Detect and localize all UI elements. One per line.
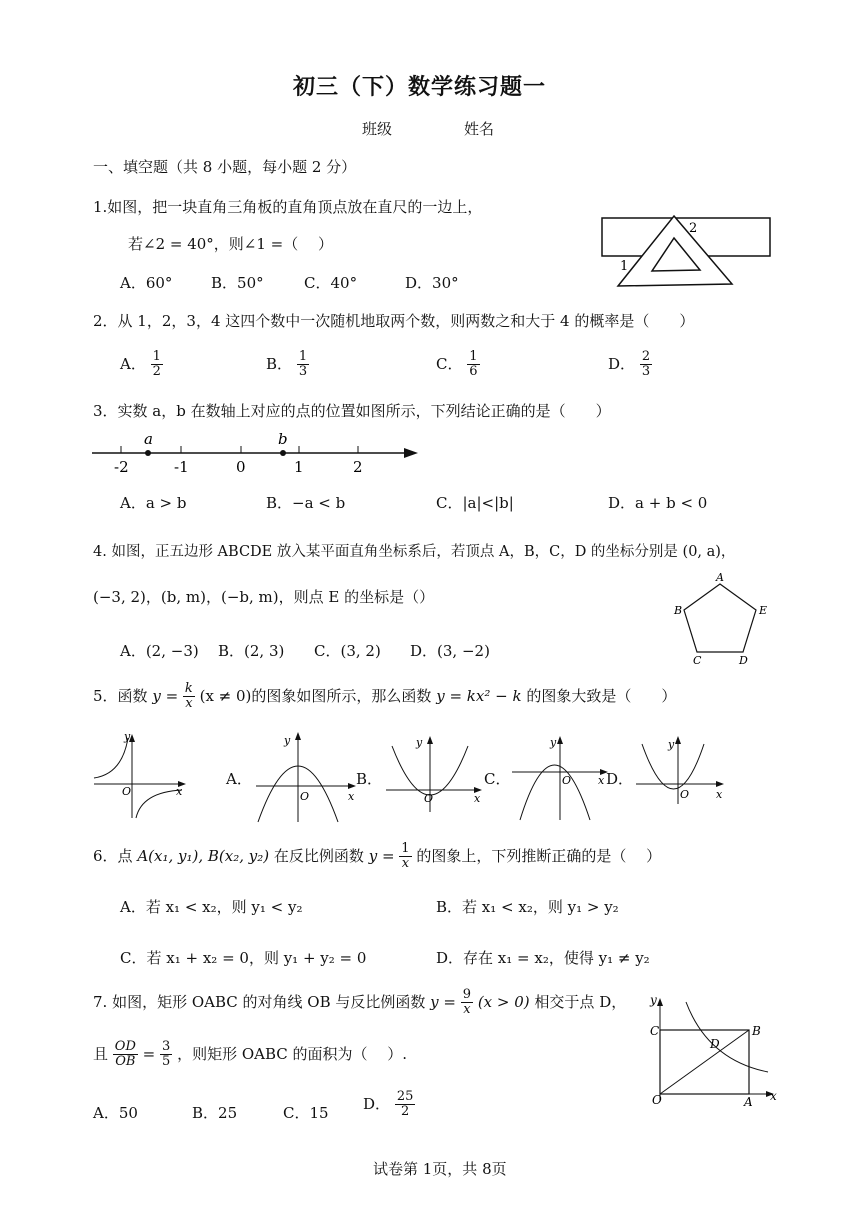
q5-func-fraction: $\frac{k}{x}$ xyxy=(184,681,193,712)
q2-option-c-fraction: $\frac{1}{6}$ xyxy=(469,349,478,380)
q5-option-a-o: O xyxy=(300,790,310,803)
q6-func-y: y = xyxy=(368,846,395,865)
q7-option-d-letter: D． xyxy=(363,1094,391,1113)
q5-option-d-graph xyxy=(634,734,730,814)
q5-option-d-x: x xyxy=(716,788,723,801)
q6-option-b: B．若 x₁ < x₂，则 y₁ > y₂ xyxy=(436,898,619,916)
q2-stem: 2．从 1，2，3，4 这四个数中一次随机地取两个数，则两数之和大于 4 的概率是（ ） xyxy=(93,312,695,330)
q7-option-d xyxy=(363,1090,415,1120)
q7-label-o: O xyxy=(652,1093,662,1107)
q5-option-c-x: x xyxy=(598,774,605,787)
q5-option-a-letter: A． xyxy=(226,770,252,788)
q3-tick-2: 2 xyxy=(353,458,363,476)
q5-option-b-o: O xyxy=(424,792,434,805)
q3-tick-1: 1 xyxy=(294,458,304,476)
q4-option-b: B．(2, 3) xyxy=(218,642,285,660)
q5-option-b-graph xyxy=(384,734,488,814)
q5-option-b-y: y xyxy=(416,736,423,749)
q5-option-d-o: O xyxy=(680,788,690,801)
q5-option-c-y: y xyxy=(550,736,557,749)
q5-option-a-graph xyxy=(254,730,358,826)
q2-option-d xyxy=(608,350,652,380)
q7-label-x: x xyxy=(770,1089,777,1103)
q1-stem-2: 若∠2 = 40°，则∠1 =（ ） xyxy=(128,235,334,253)
q2-option-b-letter: B． xyxy=(266,354,293,373)
q5-given-graph xyxy=(92,732,192,822)
q1-stem: 1.如图，把一块直角三角板的直角顶点放在直尺的一边上， xyxy=(93,198,483,216)
q4-option-d: D．(3, −2) xyxy=(410,642,490,660)
q5-option-c-graph xyxy=(510,734,614,822)
q7-ratio-eq: = xyxy=(142,1044,156,1063)
q5-stem-mid: (x ≠ 0)的图象如图所示，那么函数 xyxy=(199,686,432,705)
q2-option-a-letter: A． xyxy=(120,354,146,373)
section-heading: 一、填空题（共 8 小题，每小题 2 分） xyxy=(93,158,357,176)
class-label: 班级 xyxy=(362,120,393,138)
q1-option-b: B．50° xyxy=(211,274,264,292)
q7-label-b: B xyxy=(752,1024,761,1038)
q5-stem xyxy=(93,682,676,712)
q7-stem xyxy=(93,988,626,1018)
q7-stem-post: 相交于点 D， xyxy=(534,992,627,1011)
q6-stem xyxy=(93,842,661,872)
q5-stem-post: 的图象大致是（ ） xyxy=(526,686,677,705)
q3-number-line xyxy=(90,428,430,476)
q3-option-d: D．a + b < 0 xyxy=(608,494,708,512)
q6-option-c: C．若 x₁ + x₂ = 0，则 y₁ + y₂ = 0 xyxy=(120,949,367,967)
q6-func-fraction: $\frac{1}{x}$ xyxy=(401,841,410,872)
q7-line2-post: ，则矩形 OABC 的面积为（ ）. xyxy=(177,1044,408,1063)
q3-tick-0: 0 xyxy=(236,458,246,476)
q1-angle-1-label: 1 xyxy=(620,259,629,274)
q7-line2-pre: 且 xyxy=(93,1044,109,1063)
q7-func-y: y = xyxy=(430,992,456,1011)
q4-option-c: C．(3, 2) xyxy=(314,642,381,660)
q6-stem-pre: 6．点 xyxy=(93,846,133,865)
q7-label-y: y xyxy=(650,993,657,1007)
q5-option-a-y: y xyxy=(284,734,291,747)
q7-ratio-value: $\frac{3}{5}$ xyxy=(162,1039,171,1070)
q7-option-d-fraction: $\frac{25}{2}$ xyxy=(396,1089,414,1120)
q4-stem: 4. 如图，正五边形 ABCDE 放入某平面直角坐标系后，若顶点 A，B，C，D 的坐标分别是 (0, a)， xyxy=(93,544,736,560)
q5-given-o: O xyxy=(122,785,132,798)
q7-option-a: A．50 xyxy=(93,1104,138,1122)
q1-option-d: D．30° xyxy=(405,274,459,292)
q5-option-b-x: x xyxy=(474,792,481,805)
page-title: 初三（下）数学练习题一 xyxy=(293,74,547,100)
q7-func-fraction: $\frac{9}{x}$ xyxy=(462,987,472,1018)
q7-label-d: D xyxy=(710,1037,720,1051)
q6-stem-mid: 在反比例函数 xyxy=(273,846,364,865)
q7-line-2 xyxy=(93,1040,407,1070)
q5-option-c-letter: C． xyxy=(484,770,511,788)
q7-option-b: B．25 xyxy=(192,1104,238,1122)
q7-label-a: A xyxy=(744,1095,753,1109)
q3-point-a: a xyxy=(144,430,153,448)
q1-angle-2-label: 2 xyxy=(689,221,698,236)
q5-option-a-x: x xyxy=(348,790,355,803)
q3-option-a: A．a > b xyxy=(120,494,187,512)
q2-option-d-fraction: $\frac{2}{3}$ xyxy=(641,349,651,380)
q1-figure xyxy=(600,214,775,294)
q4-label-b: B xyxy=(674,604,683,617)
q3-tick-neg1: -1 xyxy=(174,458,189,476)
q7-condition: (x > 0) xyxy=(477,992,530,1011)
q4-label-d: D xyxy=(739,654,748,667)
q7-label-c: C xyxy=(650,1024,660,1038)
q3-option-c: C．|a|<|b| xyxy=(436,494,514,512)
q3-stem: 3．实数 a，b 在数轴上对应的点的位置如图所示，下列结论正确的是（ ） xyxy=(93,402,611,420)
q2-option-a xyxy=(120,350,163,380)
q5-given-y: y xyxy=(124,730,131,743)
q6-option-a: A．若 x₁ < x₂，则 y₁ < y₂ xyxy=(120,898,303,916)
q1-option-a: A．60° xyxy=(120,274,173,292)
q6-option-d: D．存在 x₁ = x₂，使得 y₁ ≠ y₂ xyxy=(436,949,650,967)
q5-stem-pre: 5．函数 xyxy=(93,686,148,705)
q4-stem-2: (−3, 2)，(b, m)，(−b, m)，则点 E 的坐标是（） xyxy=(93,588,435,606)
q3-point-b: b xyxy=(278,430,288,448)
q6-points: A(x₁, y₁), B(x₂, y₂) xyxy=(137,846,270,865)
q5-option-c-o: O xyxy=(562,774,572,787)
q4-label-c: C xyxy=(693,654,702,667)
q4-pentagon-figure xyxy=(672,572,772,668)
q6-stem-post: 的图象上，下列推断正确的是（ ） xyxy=(416,846,662,865)
page-footer: 试卷第 1页，共 8页 xyxy=(373,1160,507,1178)
q7-ratio-fraction: $\frac{OD}{OB}$ xyxy=(114,1039,136,1070)
q2-option-c xyxy=(436,350,480,380)
name-label: 姓名 xyxy=(464,120,495,138)
q4-option-a: A．(2, −3) xyxy=(120,642,199,660)
q5-given-x: x xyxy=(176,785,183,798)
q7-option-c: C．15 xyxy=(283,1104,329,1122)
q7-stem-pre: 7. 如图，矩形 OABC 的对角线 OB 与反比例函数 xyxy=(93,992,426,1011)
q5-func-y: y = xyxy=(152,686,179,705)
q2-option-a-fraction: $\frac{1}{2}$ xyxy=(152,349,161,380)
q5-func-2: y = kx² − k xyxy=(436,686,522,705)
q3-option-b: B．−a < b xyxy=(266,494,346,512)
q2-option-d-letter: D． xyxy=(608,354,636,373)
q5-option-b-letter: B． xyxy=(356,770,383,788)
q1-option-c: C．40° xyxy=(304,274,358,292)
q3-tick-neg2: -2 xyxy=(114,458,129,476)
q5-option-d-y: y xyxy=(668,738,675,751)
q7-figure xyxy=(650,993,780,1109)
q2-option-c-letter: C． xyxy=(436,354,463,373)
q5-option-d-letter: D． xyxy=(606,770,634,788)
q4-label-a: A xyxy=(716,571,724,584)
q2-option-b-fraction: $\frac{1}{3}$ xyxy=(298,349,308,380)
q2-option-b xyxy=(266,350,309,380)
q4-label-e: E xyxy=(759,604,768,617)
